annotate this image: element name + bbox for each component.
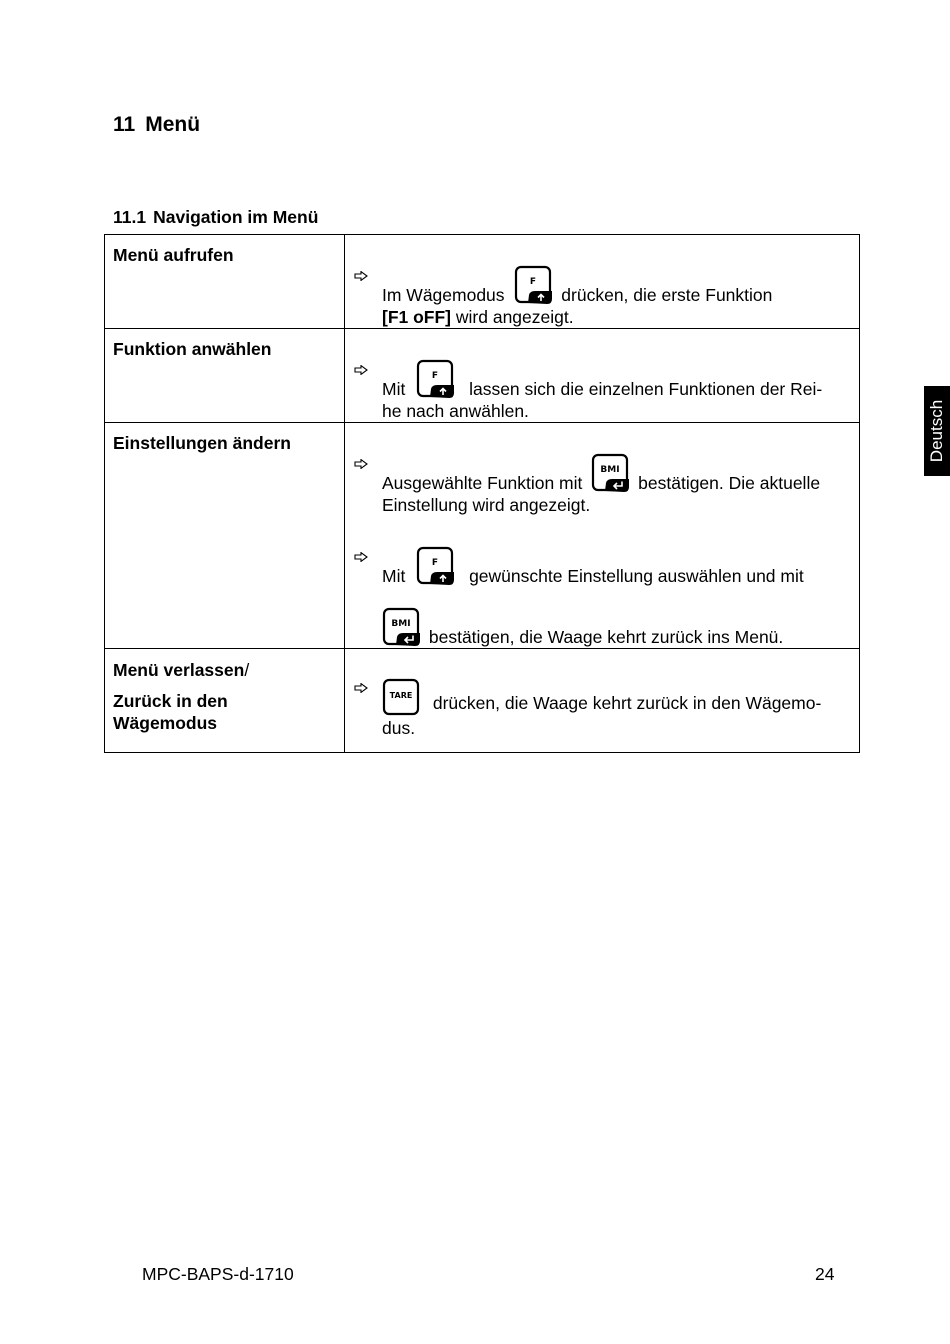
table-row: [105, 235, 860, 329]
row-instructions: [345, 423, 860, 649]
row-instructions: [345, 329, 860, 423]
arrow-bullet-icon: [354, 677, 368, 699]
instruction-paragraph: Mit F gewünschte Einstellung auswählen und mit BMI bestätigen, die Waage kehrt zurück ins Menü.: [345, 546, 859, 648]
svg-text:F: F: [432, 371, 439, 381]
instruction-paragraph: Mit F lassen sich die einzelnen Funktionen der Rei- he nach anwählen.: [345, 359, 859, 422]
row-label: Menü aufrufen: [105, 235, 345, 329]
row-label: Einstellungen ändern: [105, 423, 345, 649]
language-side-tab: Deutsch: [924, 386, 950, 476]
arrow-bullet-icon: [354, 359, 368, 381]
subsection-number: 11.1: [113, 207, 147, 227]
instruction-paragraph: Im Wägemodus F drücken, die erste Funktion [F1 oFF] wird angezeigt.: [345, 265, 859, 328]
f-key-icon: [416, 546, 456, 586]
arrow-bullet-icon: [354, 265, 368, 287]
svg-text:F: F: [530, 277, 537, 287]
section-number: 11: [113, 113, 136, 136]
row-instructions: [345, 649, 860, 753]
instruction-paragraph: TARE drücken, die Waage kehrt zurück in den Wägemo- dus.: [345, 677, 859, 739]
section-heading: [113, 113, 200, 137]
row-label: Menü verlassen/ Zurück in den Wägemodus: [105, 649, 345, 753]
bmi-key-icon: [591, 453, 631, 493]
svg-text:F: F: [432, 558, 439, 568]
row-instructions: [345, 235, 860, 329]
f-key-icon: [514, 265, 554, 305]
instruction-line: BMI bestätigen, die Waage kehrt zurück ins Menü.: [382, 607, 859, 648]
table-row: [105, 649, 860, 753]
svg-text:BMI: BMI: [600, 465, 620, 475]
svg-text:TARE: TARE: [389, 691, 413, 700]
section-title: Menü: [145, 113, 201, 136]
subsection-heading: [113, 207, 318, 228]
arrow-bullet-icon: [354, 546, 368, 568]
instruction-paragraph: Ausgewählte Funktion mit BMI bestätigen. Die aktuelle Einstellung wird angezeigt.: [345, 453, 859, 516]
bmi-key-icon: [382, 607, 422, 647]
f-key-icon: [416, 359, 456, 399]
row-label: Funktion anwählen: [105, 329, 345, 423]
footer-document-id: MPC-BAPS-d-1710: [142, 1264, 294, 1284]
table-row: [105, 423, 860, 649]
subsection-title: Navigation im Menü: [153, 207, 319, 227]
svg-text:BMI: BMI: [391, 619, 411, 629]
table-row: [105, 329, 860, 423]
tare-key-icon: [382, 677, 422, 717]
footer-page-number: 24: [815, 1264, 835, 1284]
arrow-bullet-icon: [354, 453, 368, 475]
menu-navigation-table: [104, 234, 860, 753]
